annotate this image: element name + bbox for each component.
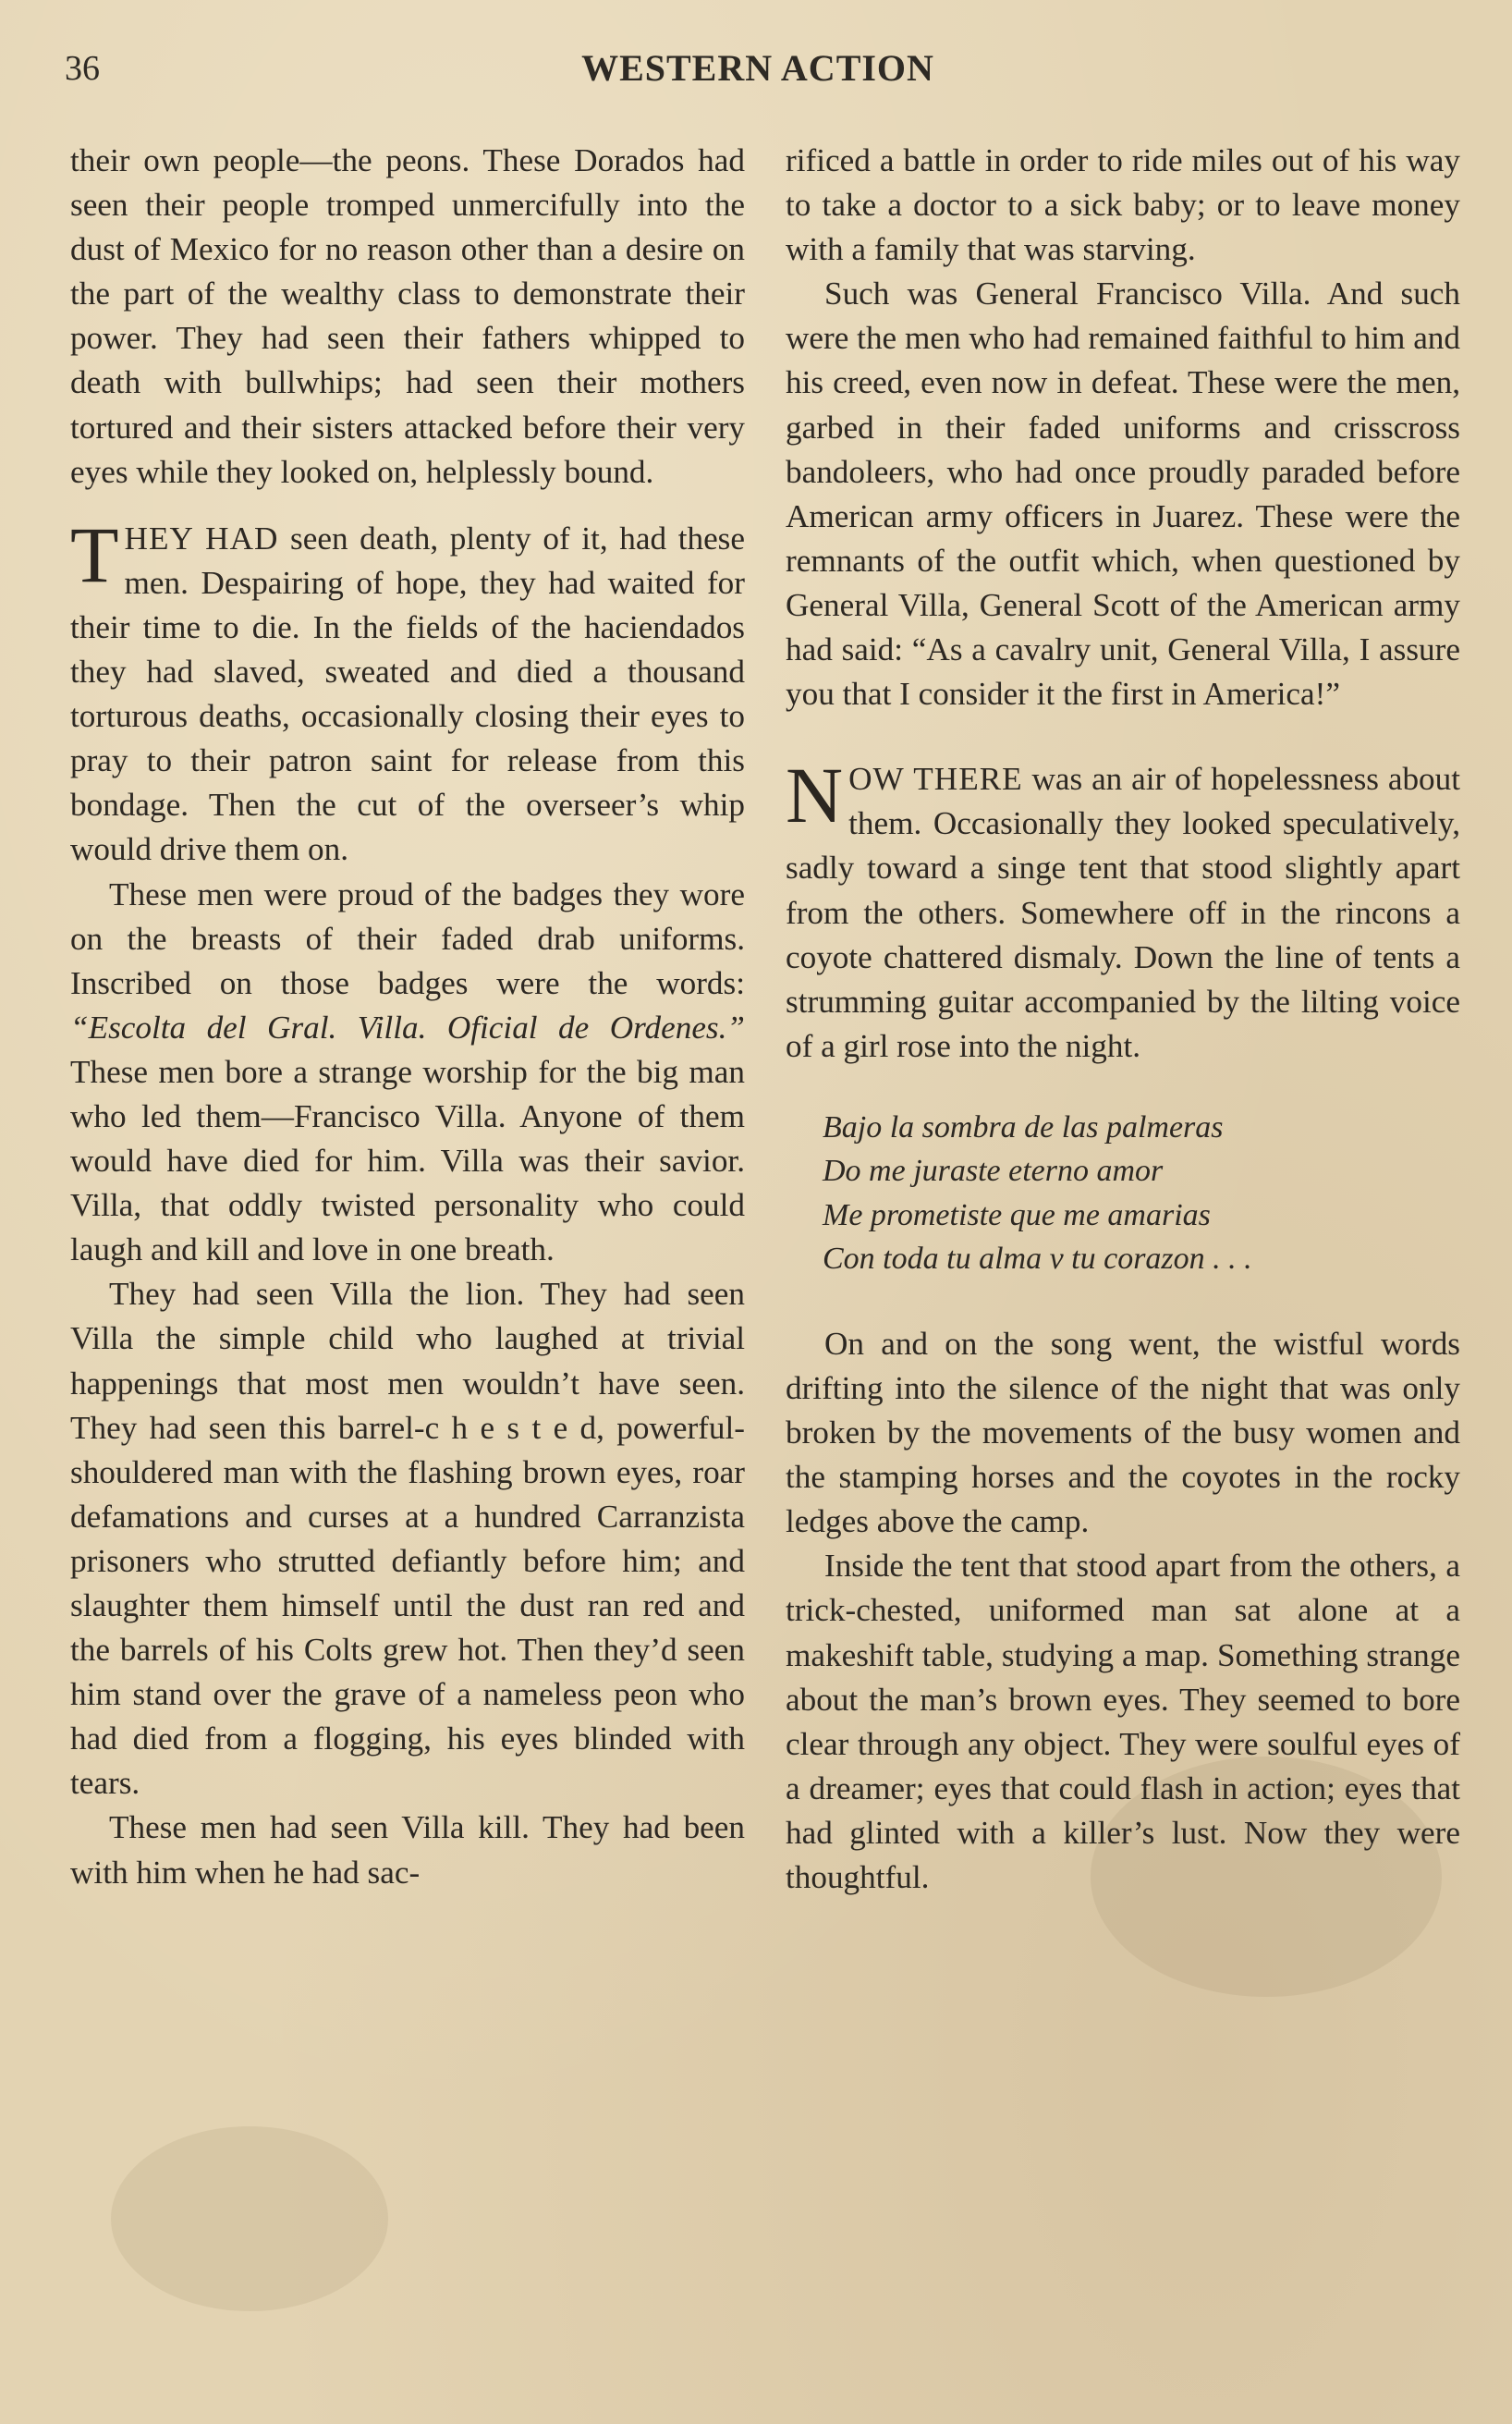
- paragraph-drop-cap: [70, 509, 745, 873]
- song-verse: [823, 1106, 1460, 1281]
- paper-stain: [111, 2126, 388, 2311]
- right-column: [786, 139, 1460, 1900]
- paragraph: On and on the song went, the wistful words drifting into the silence of the night that was only broken by the movements of the busy women and the stamping horses and the coyotes in the rocky ledges above the camp.: [786, 1325, 1460, 1540]
- left-column: [70, 139, 745, 1895]
- page-header: [65, 41, 1451, 96]
- running-title: WESTERN ACTION: [581, 47, 934, 89]
- paragraph-text: These men were proud of the badges they wore on the breasts of their faded drab uniforms. Inscribed on those badges were the words:: [70, 875, 745, 1001]
- paragraph: Inside the tent that stood apart from the others, a trick-chested, uniformed man sat alone at a makeshift table, studying a map. Something strange about the man’s brown eyes. They seemed to bore clear through any object. They were soulful eyes of a dreamer; eyes that could flash in action; eyes that had glinted with a killer’s lust. Now they were thoughtful.: [786, 1548, 1460, 1895]
- page-number: 36: [65, 49, 100, 88]
- paragraph: Such was General Francisco Villa. And such were the men who had remained faithful to him and his creed, even now in defeat. These were the men, garbed in their faded uniforms and crisscross bandoleers, who had once proudly paraded before American army officers in Juarez. These were the remnants of the outfit which, when questioned by General Villa, General Scott of the American army had said: “As a cavalry unit, General Villa, I assure you that I consider it the first in America!”: [786, 275, 1460, 713]
- paragraph-drop-cap: [786, 751, 1461, 1069]
- paragraph: their own people—the peons. These Dorados had seen their people tromped unmercifully into the dust of Mexico for no reason other than a desire on the part of the wealthy class to demonstrate their power. They had seen their fathers whipped to death with bullwhips; had seen their mothers tortured and their sisters attacked before their very eyes while they looked on, helplessly bound.: [70, 142, 745, 490]
- verse-line: Do me juraste eterno amor: [823, 1154, 1164, 1189]
- verse-line: Con toda tu alma v tu corazon . . .: [823, 1242, 1252, 1277]
- paragraph: These men had seen Villa kill. They had been with him when he had sac-: [70, 1809, 745, 1891]
- paragraph-text: These men bore a strange worship for the big man who led them—Francisco Villa. Anyone of them would have died for him. Villa was their savior. Villa, that oddly twisted personality who could laugh and kill and love in one breath.: [70, 1053, 745, 1268]
- drop-cap: T: [70, 509, 119, 599]
- paragraph: rificed a battle in order to ride miles out of his way to take a doctor to a sick baby; or to leave money with a family that was starving.: [786, 142, 1460, 268]
- lead-in-caps: HEY HAD: [124, 520, 279, 557]
- lead-in-caps: OW THERE: [848, 761, 1023, 798]
- verse-line: Me prometiste que me amarias: [823, 1197, 1211, 1232]
- verse-line: Bajo la sombra de las palmeras: [823, 1109, 1224, 1145]
- drop-cap: N: [786, 751, 844, 840]
- paragraph: [70, 873, 745, 1273]
- badge-inscription: “Escolta del Gral. Villa. Oficial de Ordenes.”: [70, 1009, 745, 1046]
- paragraph: They had seen Villa the lion. They had seen Villa the simple child who laughed at trivial happenings that most men wouldn’t have seen. They had seen this barrel-c h e s t e d, powerful-shouldered man with the flashing brown eyes, roar defamations and curses at a hundred Carranzista prisoners who strutted defiantly before him; and slaughter them himself until the dust ran red and the barrels of his Colts grew hot. Then they’d seen him stand over the grave of a nameless peon who had died from a flogging, his eyes blinded with tears.: [70, 1276, 745, 1802]
- paragraph-text: was an air of hopelessness about them. Occasionally they looked speculatively, sadly toward a singe tent that stood slightly apart from the others. Somewhere off in the rincons a coyote chattered dismaly. Down the line of tents a strumming guitar accompanied by the lilting voice of a girl rose into the night.: [786, 761, 1461, 1064]
- paragraph-text: seen death, plenty of it, had these men. Despairing of hope, they had waited for their time to die. In the fields of the haciendados they had slaved, sweated and died a thousand torturous deaths, occasionally closing their eyes to pray to their patron saint for release from this bondage. Then the cut of the overseer’s whip would drive them on.: [70, 520, 745, 868]
